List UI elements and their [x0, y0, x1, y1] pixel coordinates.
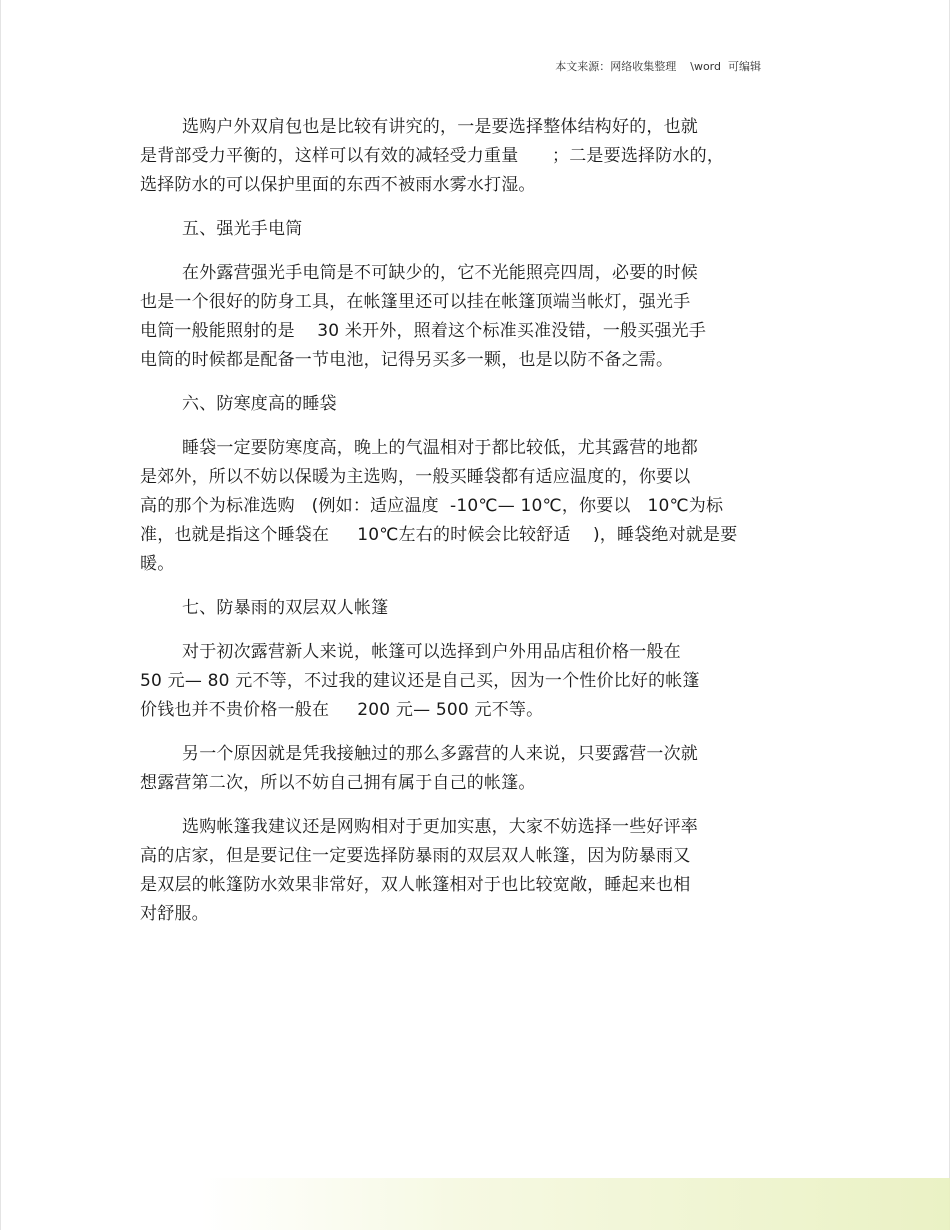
paragraph-line: 对于初次露营新人来说，帐篷可以选择到户外用品店租价格一般在	[182, 642, 681, 662]
paragraph-line: 50 元— 80 元不等，不过我的建议还是自己买，因为一个性价比好的帐篷	[140, 671, 700, 691]
paragraph	[140, 740, 800, 798]
paragraph-line: 是郊外，所以不妨以保暖为主选购，一般买睡袋都有适应温度的，你要以	[140, 467, 691, 487]
document-body	[140, 113, 800, 929]
paragraph-line: 另一个原因就是凭我接触过的那么多露营的人来说，只要露营一次就	[182, 744, 698, 764]
paragraph-gap	[140, 200, 800, 215]
paragraph-line: 价钱也并不贵价格一般在 200 元— 500 元不等。	[140, 700, 544, 720]
paragraph-line: 选择防水的可以保护里面的东西不被雨水雾水打湿。	[140, 175, 536, 195]
paragraph-line: 对舒服。	[140, 904, 209, 924]
paragraph-line: 电筒一般能照射的是 30 米开外，照着这个标准买准没错，一般买强光手	[140, 321, 707, 341]
paragraph-line: 是双层的帐篷防水效果非常好，双人帐篷相对于也比较宽敞，睡起来也相	[140, 875, 691, 895]
paragraph-gap	[140, 375, 800, 390]
paragraph-line: 睡袋一定要防寒度高，晚上的气温相对于都比较低，尤其露营的地都	[182, 438, 698, 458]
paragraph	[140, 434, 800, 579]
paragraph-line: 高的那个为标准选购 (例如：适应温度 -10℃— 10℃，你要以 10℃为标	[140, 496, 724, 516]
paragraph-gap	[140, 623, 800, 638]
paragraph-line: 选购帐篷我建议还是网购相对于更加实惠，大家不妨选择一些好评率	[182, 817, 698, 837]
paragraph-line: 电筒的时候都是配备一节电池，记得另买多一颗，也是以防不备之需。	[140, 350, 674, 370]
heading-text: 五、强光手电筒	[182, 219, 303, 239]
paragraph-line: 选购户外双肩包也是比较有讲究的，一是要选择整体结构好的，也就	[182, 117, 698, 137]
page-bottom-decoration	[201, 1178, 950, 1230]
paragraph	[140, 813, 800, 929]
heading-text: 七、防暴雨的双层双人帐篷	[182, 598, 389, 618]
paragraph	[140, 113, 800, 200]
paragraph-gap	[140, 244, 800, 259]
paragraph-line: 高的店家，但是要记住一定要选择防暴雨的双层双人帐篷，因为防暴雨又	[140, 846, 691, 866]
paragraph	[140, 638, 800, 725]
section-heading	[140, 390, 800, 419]
paragraph-gap	[140, 725, 800, 740]
paragraph-line: 是背部受力平衡的，这样可以有效的减轻受力重量 ；二是要选择防水的，	[140, 146, 725, 166]
paragraph-line: 暖。	[140, 554, 175, 574]
paragraph-line: 准，也就是指这个睡袋在 10℃左右的时候会比较舒适 )，睡袋绝对就是要	[140, 525, 738, 545]
paragraph-line: 在外露营强光手电筒是不可缺少的，它不光能照亮四周，必要的时候	[182, 263, 698, 283]
paragraph-gap	[140, 579, 800, 594]
section-heading	[140, 594, 800, 623]
paragraph	[140, 259, 800, 375]
heading-text: 六、防寒度高的睡袋	[182, 394, 337, 414]
paragraph-gap	[140, 798, 800, 813]
page-header-source: 本文来源：网络收集整理 \word 可编辑	[555, 60, 761, 73]
paragraph-line: 想露营第二次，所以不妨自己拥有属于自己的帐篷。	[140, 773, 536, 793]
paragraph-line: 也是一个很好的防身工具，在帐篷里还可以挂在帐篷顶端当帐灯，强光手	[140, 292, 691, 312]
paragraph-gap	[140, 419, 800, 434]
section-heading	[140, 215, 800, 244]
